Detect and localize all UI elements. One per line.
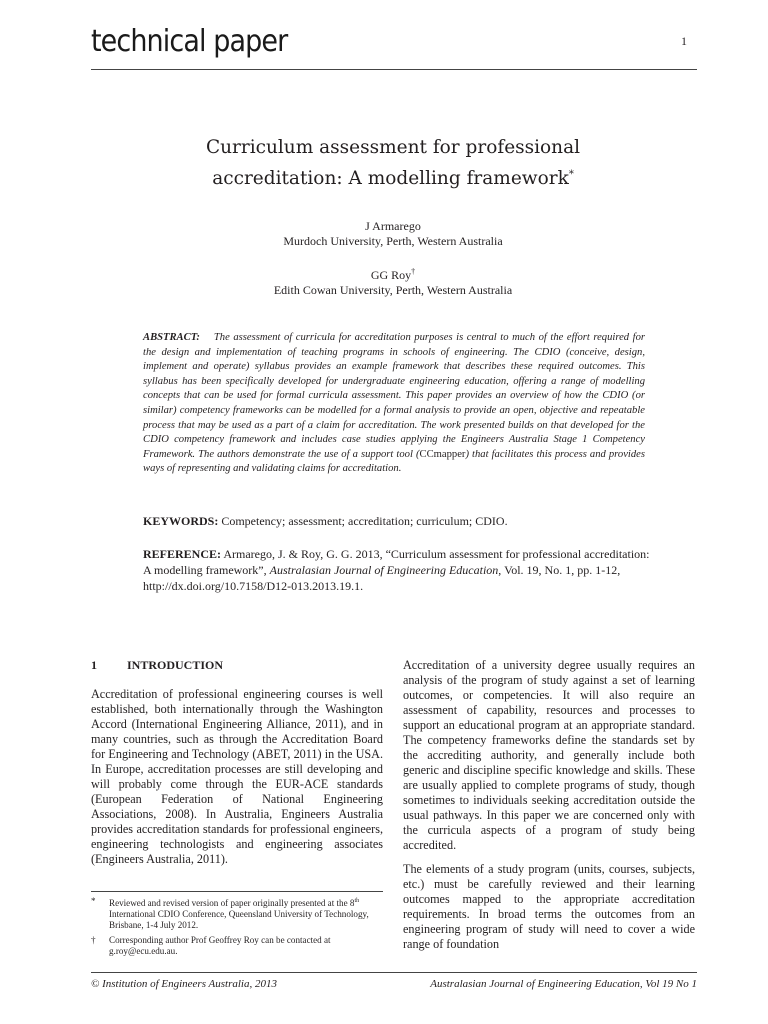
right-column bbox=[403, 658, 695, 961]
footnote-divider bbox=[91, 891, 383, 892]
section-number: 1 bbox=[91, 658, 97, 672]
reference bbox=[143, 546, 653, 594]
footnote-mark: † bbox=[91, 935, 96, 945]
author-affiliation: Edith Cowan University, Perth, Western Australia bbox=[273, 283, 513, 297]
paper-title bbox=[120, 134, 666, 192]
reference-text: Armarego, J. & Roy, G. G. 2013, “Curriculum assessment for professional accreditation: A modelling framework”, bbox=[143, 547, 650, 577]
tool-name: CCmapper bbox=[419, 448, 466, 460]
left-column bbox=[91, 687, 383, 876]
reference-label: REFERENCE: bbox=[143, 547, 222, 561]
footnote-sup: th bbox=[354, 898, 360, 904]
header-divider bbox=[91, 69, 697, 70]
abstract-text-end: ) that facilitates this process and provides ways of representing and validating claims for accreditation. bbox=[143, 448, 645, 475]
reference-text-end: , Vol. 19, No. 1, pp. 1-12, http://dx.doi.org/10.7158/D12-013.2013.19.1. bbox=[143, 563, 621, 593]
footer-copyright: © Institution of Engineers Australia, 2013 bbox=[91, 978, 277, 990]
title-line-2: accreditation: A modelling framework bbox=[212, 168, 569, 190]
footnote-text bbox=[109, 896, 383, 931]
footnote-text: Corresponding author Prof Geoffrey Roy can be contacted at g.roy@ecu.edu.au. bbox=[109, 935, 331, 956]
author-affiliation: Murdoch University, Perth, Western Australia bbox=[283, 234, 503, 248]
author-footnote-marker: † bbox=[411, 267, 416, 276]
footer-divider bbox=[91, 972, 697, 973]
footer-journal: Australasian Journal of Engineering Education, Vol 19 No 1 bbox=[430, 978, 697, 990]
body-paragraph: Accreditation of a university degree usually requires an analysis of the program of study against a set of learning outcomes, or competencies. It will also require an assessment of capability, resources and processes to support an educational program at an appropriate standard. The competency frameworks define the standards set by the accrediting authority, and generally include both generic and discipline specific knowledge and skills. These are usually applied to complete programs of study, though sometimes to individuals seeking accreditation outside the usual pathways. In this paper we are concerned only with the curricula aspects of a program of study being accredited. bbox=[403, 658, 695, 852]
body-paragraph: The elements of a study program (units, courses, subjects, etc.) must be carefully reviewed and their learning outcomes mapped to the appropriate accreditation requirements. In broad terms the outcomes from an engineering program of study will need to cover a wide range of foundation bbox=[403, 862, 695, 951]
reference-journal: Australasian Journal of Engineering Education bbox=[269, 563, 499, 577]
abstract-text: The assessment of curricula for accreditation purposes is central to much of the effort required for the design and implementation of teaching programs in schools of engineering. The CDIO (conceive, design, implement and operate) syllabus provides an example framework that describes these required outcomes. This syllabus has been specifically developed for undergraduate engineering education, offering a range of modelling concepts that can be used for formal curricula assessment. This paper provides an overview of how the CDIO (or similar) competency frameworks can be modelled for a formal analysis to provide an open, objective and repeatable process that may be used as a part of a claim for accreditation. The work presented builds on that developed for the CDIO competency framework and includes case studies applying the Engineers Australia Stage 1 Competency Framework. The authors demonstrate the use of a support tool ( bbox=[143, 332, 645, 460]
footnote-text-part: Reviewed and revised version of paper originally presented at the 8 bbox=[109, 898, 355, 909]
title-line-1: Curriculum assessment for professional bbox=[205, 137, 581, 158]
footnote bbox=[91, 935, 383, 957]
section-heading bbox=[91, 658, 223, 673]
footnote bbox=[91, 896, 383, 931]
keywords-text: Competency; assessment; accreditation; curriculum; CDIO. bbox=[221, 514, 508, 528]
abstract bbox=[143, 331, 645, 477]
title-footnote-marker: * bbox=[568, 169, 574, 180]
author-block bbox=[170, 264, 616, 298]
section-label: technical paper bbox=[91, 24, 288, 59]
footnote-mark: * bbox=[91, 896, 96, 906]
section-title: INTRODUCTION bbox=[127, 658, 224, 672]
footnote-text-part: International CDIO Conference, Queensland University of Technology, Brisbane, 1-4 July 2012. bbox=[109, 909, 369, 931]
page-number: 1 bbox=[681, 34, 687, 48]
body-paragraph: Accreditation of professional engineering courses is well established, both internationally through the Washington Accord (International Engineering Alliance, 2011), and in many countries, such as through the Accreditation Board for Engineering and Technology (ABET, 2011) in the USA. In Europe, accreditation processes are still developing and will probably come through the EUR-ACE standards (European Federation of National Engineering Associations, 2008). In Australia, Engineers Australia provides accreditation standards for professional engineers, engineering technologists and engineering associates (Engineers Australia, 2011). bbox=[91, 687, 383, 866]
keywords-label: KEYWORDS: bbox=[143, 514, 219, 528]
author-block bbox=[170, 219, 616, 249]
abstract-label: ABSTRACT: bbox=[143, 332, 200, 343]
author-name: J Armarego bbox=[365, 219, 421, 233]
author-name: GG Roy bbox=[370, 268, 412, 282]
keywords bbox=[143, 513, 653, 529]
